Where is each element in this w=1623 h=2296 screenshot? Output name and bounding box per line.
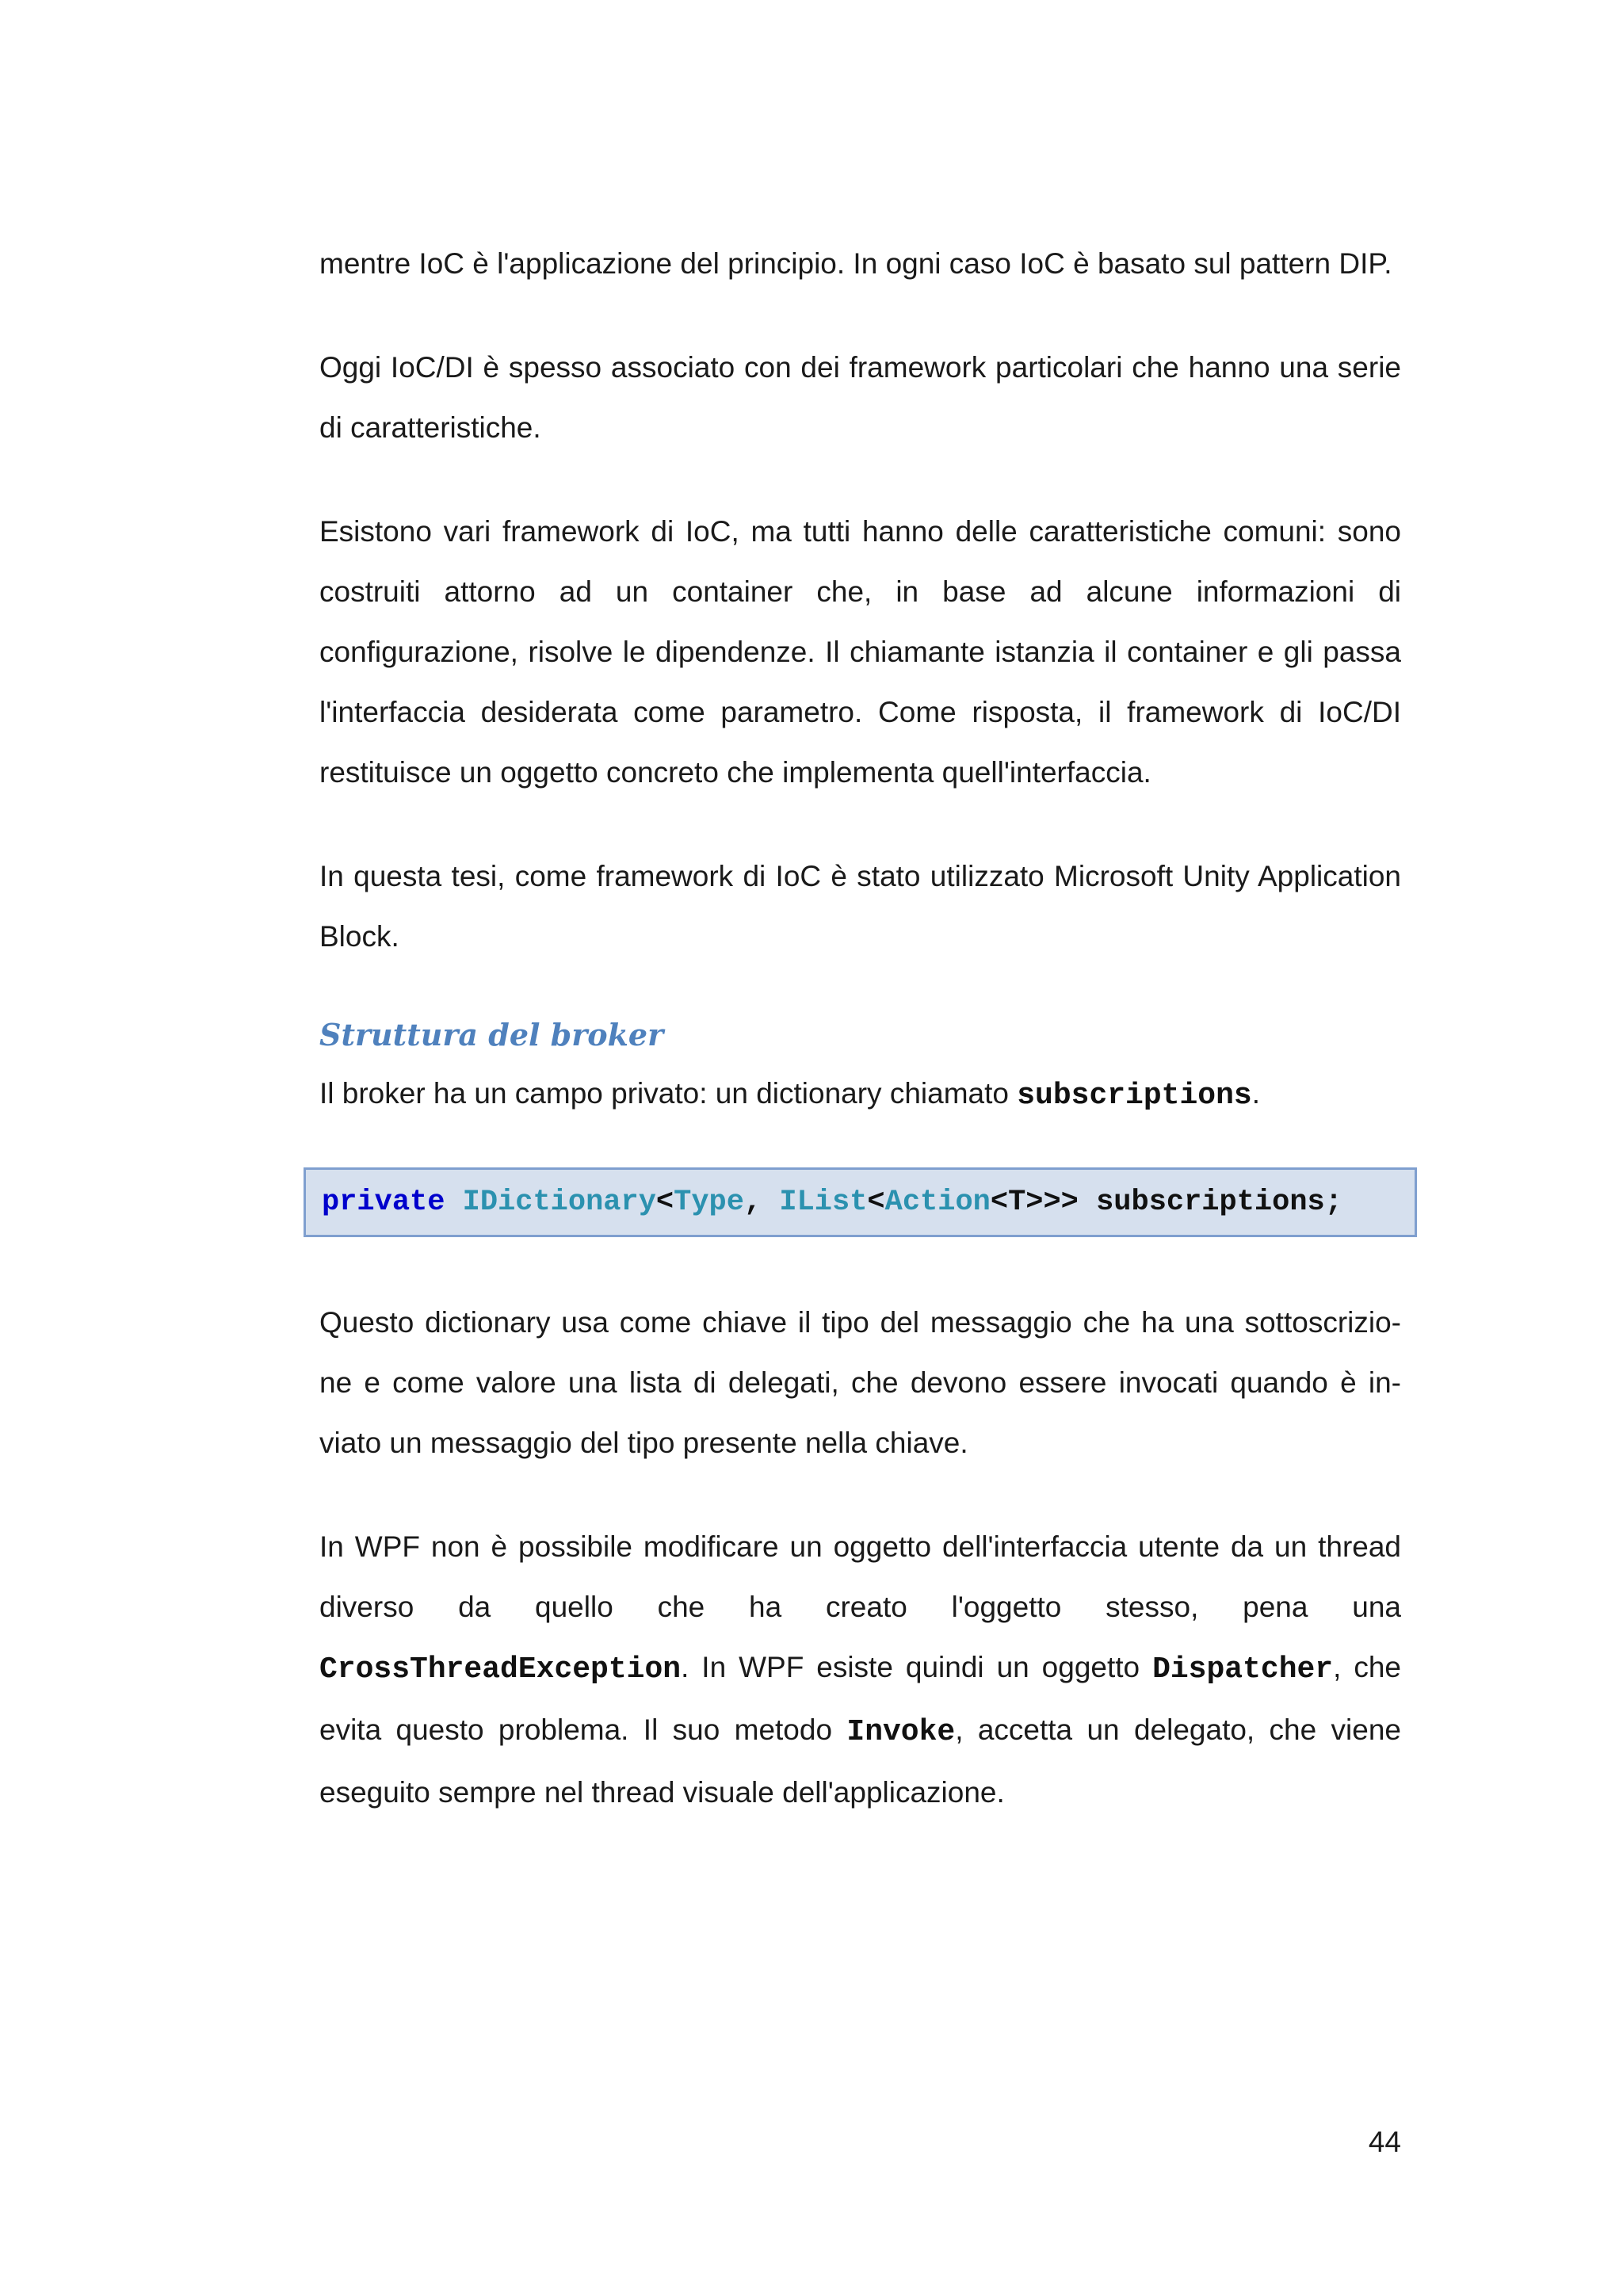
- inline-code-subscriptions: subscriptions: [1017, 1079, 1252, 1113]
- paragraph-unity: In questa tesi, come framework di IoC è stato utilizzato Microsoft Unity Application Block.: [319, 860, 1401, 953]
- inline-code-invoke: Invoke: [846, 1715, 956, 1749]
- broker-intro-end: .: [1251, 1077, 1260, 1110]
- inline-code-dispatcher: Dispatcher: [1152, 1652, 1334, 1687]
- section-heading: Struttura del broker: [319, 1017, 664, 1052]
- broker-intro-text: Il broker ha un campo privato: un dictionary chiamato: [319, 1077, 1018, 1110]
- paragraph-ioc-principle: mentre IoC è l'applicazione del principio. In ogni caso IoC è basato sul pattern DIP.: [319, 247, 1392, 280]
- paragraph-container: Esistono vari framework di IoC, ma tutti hanno delle caratteristiche comuni: sono costruiti attorno ad un container che, in base ad alcune informazioni di configurazione, risolve le dipendenze. Il chiamante istanzia il container e gli passa l'interfaccia desiderata come parametro. Come risposta, il framework di IoC/DI restituisce un oggetto concreto che implementa quell'interfaccia.: [319, 515, 1401, 789]
- paragraph-ioc-frameworks: Oggi IoC/DI è spesso associato con dei framework particolari che hanno una serie di caratteristiche.: [319, 351, 1401, 444]
- code-type-ilist: IList: [779, 1186, 868, 1219]
- paragraph-broker-intro: [319, 1064, 1401, 1126]
- wpf-text-a: In WPF non è possibile modificare un oggetto dell'interfaccia utente da un thread diverso da quello che ha creato l'oggetto stesso, pena una: [319, 1530, 1401, 1623]
- code-rest: <T>>> subscriptions;: [990, 1186, 1342, 1219]
- code-type-type: Type: [674, 1186, 744, 1219]
- code-angle-open-2: <: [867, 1186, 885, 1219]
- wpf-text-c: , che evita questo problema. Il suo metodo: [319, 1651, 1401, 1746]
- code-keyword-private: private: [322, 1186, 445, 1219]
- wpf-text-d: , accetta un delegato, che viene eseguito sempre nel thread visuale dell'applicazione.: [319, 1713, 1401, 1809]
- inline-code-crossthreadexception: CrossThreadException: [319, 1652, 682, 1687]
- code-type-action: Action: [884, 1186, 991, 1219]
- page-number: 44: [1368, 2126, 1401, 2158]
- code-block: [304, 1167, 1417, 1237]
- paragraph-wpf-dispatcher: [319, 1517, 1401, 1823]
- code-type-idictionary: IDictionary: [462, 1186, 656, 1219]
- paragraph-dictionary: Questo dictionary usa come chiave il tipo del messaggio che ha una sottoscrizio- ne e come valore una lista di delegati, che devono essere invocati quando è in- viato un messaggio del tipo presente nella chiave.: [319, 1306, 1401, 1459]
- code-angle-open: <: [655, 1186, 674, 1219]
- code-comma: ,: [743, 1186, 780, 1219]
- code-space: [445, 1186, 462, 1219]
- wpf-text-b: . In WPF esiste quindi un oggetto: [681, 1651, 1153, 1683]
- page-content: [319, 234, 1401, 1823]
